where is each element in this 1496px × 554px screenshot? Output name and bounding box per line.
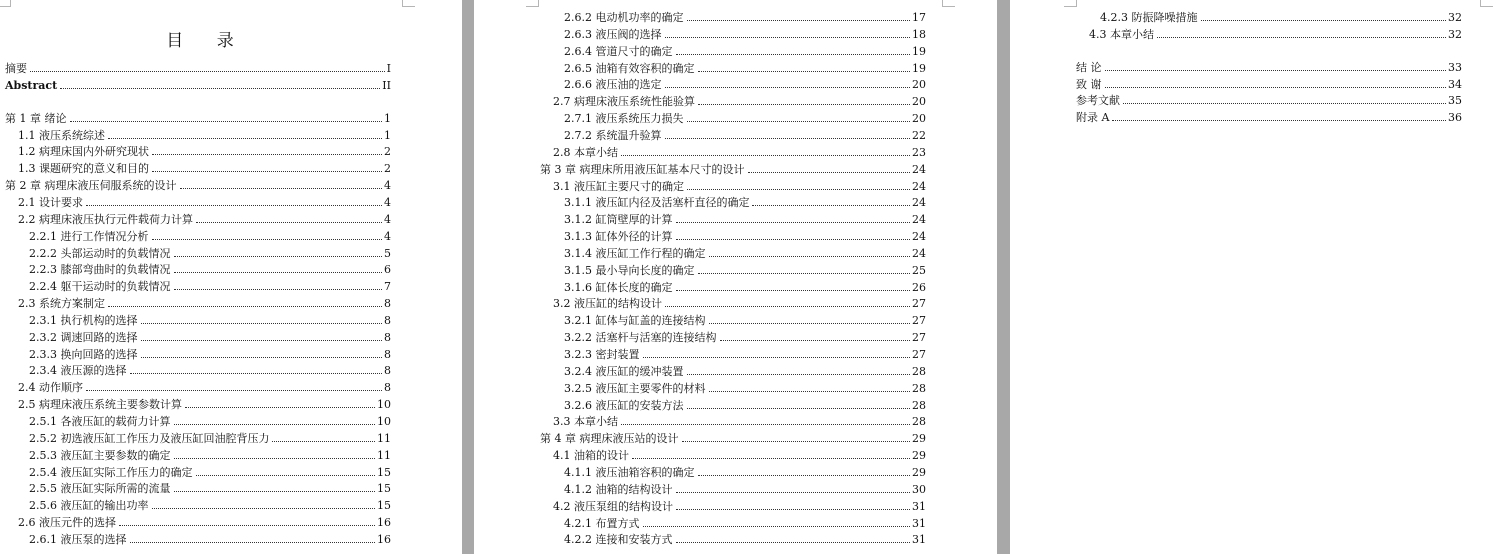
toc-entry-title: 2.5.1 各液压缸的载荷力计算 [29, 415, 171, 428]
toc-entry[interactable] [1076, 75, 1462, 91]
toc-page-number: 15 [377, 499, 391, 513]
toc-entry[interactable] [553, 92, 926, 108]
toc-entry[interactable] [564, 193, 926, 209]
toc-page-number: 19 [912, 44, 926, 58]
toc-dot-leader [676, 54, 911, 55]
toc-page-number: 11 [377, 448, 391, 462]
toc-page-number: 4 [384, 195, 391, 209]
toc-entry[interactable] [29, 530, 391, 546]
toc-page-number: 2 [384, 162, 391, 176]
toc-page-number: 18 [912, 27, 926, 41]
toc-dot-leader [687, 408, 911, 409]
toc-entry[interactable] [29, 412, 391, 428]
toc-title: 目 录 [166, 31, 248, 51]
toc-page-number: 6 [384, 263, 391, 277]
toc-entry-title: 3.1.4 液压缸工作行程的确定 [564, 246, 706, 260]
toc-entry-title: 2.2.2 头部运动时的负载情况 [29, 246, 171, 260]
toc-entry-title: 4.1.2 油箱的结构设计 [564, 482, 673, 496]
toc-page-number: 27 [912, 331, 926, 345]
toc-page-number: 16 [377, 532, 391, 546]
toc-page-number: II [382, 78, 391, 92]
toc-dot-leader [141, 323, 383, 324]
toc-dot-leader [621, 424, 910, 425]
toc-dot-leader [108, 138, 382, 139]
toc-page-number: 24 [912, 246, 926, 260]
toc-entry[interactable] [29, 496, 391, 512]
toc-dot-leader [676, 290, 911, 291]
toc-page-number: 26 [912, 280, 926, 294]
toc-dot-leader [621, 155, 910, 156]
toc-entry[interactable] [18, 159, 391, 175]
toc-page-number: 20 [912, 78, 926, 92]
toc-entry-title: 3.2.1 缸体与缸盖的连接结构 [564, 314, 706, 328]
toc-entry-title: 2.5.6 液压缸的输出功率 [29, 499, 149, 513]
toc-entry[interactable] [553, 497, 926, 513]
toc-dot-leader [152, 154, 382, 155]
toc-page-number: 8 [384, 364, 391, 378]
toc-entry-title: 第 2 章 病理床液压伺服系统的设计 [5, 179, 177, 193]
toc-dot-leader [687, 374, 911, 375]
toc-entry-title: 附录 A [1076, 111, 1110, 125]
toc-page-number: 34 [1448, 77, 1462, 91]
toc-dot-leader [174, 424, 376, 425]
toc-entry-title: 2.6.1 液压泵的选择 [29, 532, 127, 546]
toc-entry-title: 4.1 油箱的设计 [553, 449, 629, 463]
toc-dot-leader [86, 205, 382, 206]
toc-entry[interactable] [18, 294, 391, 310]
toc-entry-title: 2.6.5 油箱有效容积的确定 [564, 61, 695, 75]
toc-page-number: 30 [912, 482, 926, 496]
toc-entry-title: 2.5 病理床液压系统主要参数计算 [18, 398, 182, 412]
toc-dot-leader [174, 458, 376, 459]
toc-dot-leader [676, 542, 911, 543]
page-corner-mark [1480, 0, 1493, 7]
toc-entry[interactable] [564, 345, 926, 361]
toc-dot-leader [60, 88, 380, 89]
toc-entry-title: 4.1.1 液压油箱容积的确定 [564, 465, 695, 479]
toc-dot-leader [152, 239, 383, 240]
toc-entry[interactable] [5, 59, 391, 75]
toc-entry-title: 3.2.3 密封装置 [564, 348, 640, 361]
toc-dot-leader [1157, 37, 1446, 38]
toc-entry-title: 3.2.2 活塞杆与活塞的连接结构 [564, 331, 717, 345]
toc-dot-leader [185, 407, 375, 408]
toc-page-number: I [386, 62, 391, 75]
toc-entry-title: 2.6.3 液压阀的选择 [564, 27, 662, 41]
toc-entry[interactable] [29, 244, 391, 260]
toc-dot-leader [687, 20, 911, 21]
toc-entry-title: 2.3.2 调速回路的选择 [29, 330, 138, 344]
toc-dot-leader [70, 121, 383, 122]
toc-entry[interactable] [540, 160, 926, 176]
toc-entry[interactable] [564, 379, 926, 395]
toc-entry[interactable] [29, 260, 391, 276]
toc-dot-leader [698, 475, 911, 476]
page-corner-mark [402, 0, 415, 7]
toc-entry[interactable] [18, 193, 391, 209]
toc-dot-leader [643, 357, 911, 358]
toc-entry-title: 摘要 [5, 62, 27, 75]
toc-entry[interactable] [564, 261, 926, 277]
toc-page-number: 28 [912, 415, 926, 429]
toc-entry-title: Abstract [5, 78, 58, 92]
toc-entry-title: 2.2.4 躯干运动时的负载情况 [29, 280, 171, 294]
toc-page-number: 7 [384, 280, 391, 294]
toc-entry[interactable] [553, 143, 926, 159]
toc-page-number: 25 [912, 263, 926, 277]
toc-entry-title: 2.6.2 电动机功率的确定 [564, 11, 684, 24]
toc-entry[interactable] [564, 42, 926, 58]
toc-dot-leader [30, 71, 385, 72]
toc-dot-leader [748, 172, 911, 173]
toc-entry[interactable] [18, 126, 391, 142]
toc-entry[interactable] [18, 142, 391, 158]
toc-entry[interactable] [1100, 8, 1462, 24]
toc-dot-leader [152, 171, 382, 172]
toc-entry[interactable] [564, 59, 926, 75]
toc-entry-title: 2.2 病理床液压执行元件载荷力计算 [18, 212, 193, 226]
toc-page-number: 28 [912, 364, 926, 378]
toc-dot-leader [119, 525, 375, 526]
toc-page-number: 29 [912, 432, 926, 446]
toc-dot-leader [698, 104, 910, 105]
toc-page-number: 15 [377, 482, 391, 496]
toc-entry-title: 2.5.2 初选液压缸工作压力及液压缸回油腔背压力 [29, 431, 270, 445]
toc-entry-title: 第 1 章 绪论 [5, 111, 67, 125]
toc-entry-title: 3.2.5 液压缸主要零件的材料 [564, 381, 706, 395]
toc-entry[interactable] [18, 513, 391, 529]
toc-dot-leader [709, 256, 911, 257]
toc-page-number: 16 [377, 516, 391, 530]
toc-page-number: 2 [384, 145, 391, 159]
toc-page-number: 4 [384, 229, 391, 243]
toc-entry-title: 4.2.1 布置方式 [564, 516, 640, 530]
toc-entry-title: 3.1.6 缸体长度的确定 [564, 280, 673, 294]
toc-dot-leader [180, 188, 383, 189]
toc-page-number: 32 [1448, 11, 1462, 24]
toc-entry-title: 2.6 液压元件的选择 [18, 516, 116, 530]
toc-entry[interactable] [564, 25, 926, 41]
toc-dot-leader [720, 340, 911, 341]
toc-page-number: 17 [912, 11, 926, 24]
toc-entry-title: 4.2.2 连接和安装方式 [564, 533, 673, 547]
toc-entry-title: 2.4 动作顺序 [18, 381, 83, 395]
toc-entry[interactable] [564, 244, 926, 260]
toc-entry[interactable] [564, 227, 926, 243]
toc-entry[interactable] [29, 429, 391, 445]
toc-dot-leader [665, 138, 911, 139]
toc-page-number: 8 [384, 297, 391, 311]
toc-entry[interactable] [5, 109, 391, 125]
toc-dot-leader [698, 71, 911, 72]
toc-entry-title: 参考文献 [1076, 94, 1120, 108]
toc-entry[interactable] [1089, 25, 1462, 41]
toc-entry-title: 4.2 液压泵组的结构设计 [553, 499, 673, 513]
toc-dot-leader [632, 458, 910, 459]
toc-entry[interactable] [564, 530, 926, 546]
toc-dot-leader [643, 526, 911, 527]
toc-dot-leader [108, 306, 382, 307]
toc-entry-title: 致 谢 [1076, 77, 1102, 91]
toc-entry-title: 结 论 [1076, 60, 1102, 74]
toc-dot-leader [1105, 87, 1447, 88]
toc-dot-leader [141, 357, 383, 358]
page-corner-mark [526, 0, 539, 7]
toc-dot-leader [752, 205, 910, 206]
toc-page-number: 24 [912, 230, 926, 244]
toc-dot-leader [665, 306, 910, 307]
toc-entry[interactable] [18, 378, 391, 394]
toc-page-number: 4 [384, 212, 391, 226]
toc-dot-leader [174, 289, 383, 290]
toc-entry-title: 2.6.6 液压油的选定 [564, 78, 662, 92]
toc-dot-leader [1112, 120, 1446, 121]
page-gutter-1 [462, 0, 474, 554]
toc-entry[interactable] [18, 395, 391, 411]
toc-entry[interactable] [564, 75, 926, 91]
toc-page-number: 33 [1448, 60, 1462, 74]
toc-entry[interactable] [1076, 58, 1462, 74]
toc-page-number: 10 [377, 398, 391, 412]
toc-page-number: 19 [912, 61, 926, 75]
page-corner-mark [1064, 0, 1077, 7]
toc-entry-title: 2.3.4 液压源的选择 [29, 364, 127, 378]
toc-entry[interactable] [29, 446, 391, 462]
toc-entry-title: 4.2.3 防振降噪措施 [1100, 11, 1198, 24]
toc-entry-title: 1.2 病理床国内外研究现状 [18, 145, 149, 159]
toc-dot-leader [130, 373, 383, 374]
toc-entry[interactable] [29, 479, 391, 495]
toc-entry-title: 2.1 设计要求 [18, 195, 83, 209]
toc-entry-title: 1.3 课题研究的意义和目的 [18, 162, 149, 176]
toc-page-number: 36 [1448, 111, 1462, 125]
toc-entry-title: 2.7 病理床液压系统性能验算 [553, 95, 695, 109]
toc-entry-title: 2.3.1 执行机构的选择 [29, 313, 138, 327]
toc-page-number: 4 [384, 179, 391, 193]
toc-page-number: 27 [912, 314, 926, 328]
toc-entry-title: 3.1.5 最小导向长度的确定 [564, 263, 695, 277]
toc-page-number: 24 [912, 179, 926, 193]
toc-page-number: 35 [1448, 94, 1462, 108]
toc-page-number: 31 [912, 516, 926, 530]
toc-entry-title: 2.6.4 管道尺寸的确定 [564, 44, 673, 58]
toc-entry[interactable] [18, 210, 391, 226]
toc-page-number: 1 [384, 111, 391, 125]
toc-page-number: 8 [384, 330, 391, 344]
toc-entry[interactable] [564, 396, 926, 412]
toc-entry-title: 3.3 本章小结 [553, 415, 618, 429]
toc-entry[interactable] [29, 345, 391, 361]
toc-entry[interactable] [553, 446, 926, 462]
toc-dot-leader [676, 222, 911, 223]
toc-entry[interactable] [564, 210, 926, 226]
toc-dot-leader [174, 491, 376, 492]
toc-page-number: 28 [912, 398, 926, 412]
toc-dot-leader [676, 492, 911, 493]
toc-entry-title: 2.5.3 液压缸主要参数的确定 [29, 448, 171, 462]
toc-entry[interactable] [564, 8, 926, 24]
toc-dot-leader [141, 340, 383, 341]
toc-page-number: 20 [912, 112, 926, 126]
toc-entry-title: 3.2 液压缸的结构设计 [553, 297, 662, 311]
toc-entry[interactable] [564, 278, 926, 294]
toc-entry[interactable] [564, 311, 926, 327]
toc-entry-title: 3.1 液压缸主要尺寸的确定 [553, 179, 684, 193]
toc-page-number: 27 [912, 297, 926, 311]
toc-dot-leader [665, 37, 911, 38]
toc-dot-leader [709, 323, 911, 324]
toc-entry[interactable] [1076, 91, 1462, 107]
toc-page-number: 24 [912, 213, 926, 227]
toc-page-number: 29 [912, 449, 926, 463]
toc-dot-leader [174, 256, 383, 257]
toc-page-number: 8 [384, 347, 391, 361]
toc-dot-leader [1201, 20, 1447, 21]
toc-page-number: 31 [912, 499, 926, 513]
toc-entry[interactable] [564, 362, 926, 378]
toc-dot-leader [682, 441, 911, 442]
toc-entry-title: 3.1.3 缸体外径的计算 [564, 230, 673, 244]
toc-dot-leader [174, 272, 383, 273]
toc-entry-title: 2.5.5 液压缸实际所需的流量 [29, 482, 171, 496]
toc-entry[interactable] [29, 328, 391, 344]
toc-dot-leader [665, 87, 911, 88]
toc-dot-leader [1105, 70, 1447, 71]
toc-entry-title: 2.2.1 进行工作情况分析 [29, 229, 149, 243]
toc-entry[interactable] [1076, 108, 1462, 124]
toc-entry[interactable] [564, 126, 926, 142]
toc-entry[interactable] [29, 311, 391, 327]
toc-dot-leader [676, 239, 911, 240]
toc-page-number: 22 [912, 128, 926, 142]
toc-page-number: 11 [377, 431, 391, 445]
toc-entry[interactable] [5, 176, 391, 192]
toc-dot-leader [152, 508, 376, 509]
toc-dot-leader [272, 441, 375, 442]
toc-entry[interactable] [564, 463, 926, 479]
page-corner-mark [942, 0, 955, 7]
toc-entry-title: 3.2.4 液压缸的缓冲装置 [564, 364, 684, 378]
toc-entry-title: 2.2.3 膝部弯曲时的负载情况 [29, 263, 171, 277]
toc-entry-title: 3.1.1 液压缸内径及活塞杆直径的确定 [564, 196, 750, 210]
toc-entry[interactable] [564, 109, 926, 125]
toc-dot-leader [86, 390, 382, 391]
toc-page-number: 28 [912, 381, 926, 395]
toc-entry[interactable] [564, 328, 926, 344]
toc-page-number: 24 [912, 196, 926, 210]
toc-dot-leader [130, 542, 376, 543]
toc-entry-title: 第 4 章 病理床液压站的设计 [540, 432, 679, 446]
toc-entry[interactable] [29, 463, 391, 479]
toc-dot-leader [676, 509, 910, 510]
toc-dot-leader [709, 391, 911, 392]
toc-page-number: 8 [384, 313, 391, 327]
toc-page-number: 29 [912, 465, 926, 479]
document-page-1[interactable] [0, 0, 462, 554]
toc-page-number: 32 [1448, 27, 1462, 41]
toc-entry-title: 2.8 本章小结 [553, 145, 618, 159]
toc-page-number: 10 [377, 415, 391, 428]
toc-dot-leader [196, 475, 376, 476]
toc-entry-title: 2.7.1 液压系统压力损失 [564, 112, 684, 126]
toc-entry-title: 2.7.2 系统温升验算 [564, 128, 662, 142]
toc-entry-title: 2.5.4 液压缸实际工作压力的确定 [29, 465, 193, 479]
toc-entry[interactable] [29, 227, 391, 243]
toc-page-number: 23 [912, 145, 926, 159]
toc-dot-leader [196, 222, 382, 223]
toc-entry-title: 2.3 系统方案制定 [18, 297, 105, 311]
toc-page-number: 31 [912, 533, 926, 547]
toc-entry[interactable] [553, 412, 926, 428]
document-page-3[interactable] [1010, 0, 1496, 554]
toc-entry[interactable] [5, 76, 391, 92]
toc-entry-title: 4.3 本章小结 [1089, 27, 1154, 41]
toc-page-number: 1 [384, 128, 391, 142]
toc-entry[interactable] [564, 514, 926, 530]
toc-page-number: 15 [377, 465, 391, 479]
toc-dot-leader [698, 273, 911, 274]
toc-entry[interactable] [29, 361, 391, 377]
toc-entry-title: 第 3 章 病理床所用液压缸基本尺寸的设计 [540, 162, 745, 176]
toc-entry-title: 3.2.6 液压缸的安装方法 [564, 398, 684, 412]
toc-dot-leader [687, 189, 910, 190]
toc-dot-leader [687, 121, 911, 122]
toc-entry[interactable] [564, 480, 926, 496]
toc-dot-leader [1123, 103, 1446, 104]
toc-page-number: 8 [384, 381, 391, 395]
toc-page-number: 5 [384, 246, 391, 260]
toc-entry[interactable] [540, 429, 926, 445]
toc-entry[interactable] [29, 277, 391, 293]
toc-page-number: 24 [912, 162, 926, 176]
toc-entry[interactable] [553, 294, 926, 310]
toc-page-number: 20 [912, 95, 926, 109]
document-page-2[interactable] [474, 0, 997, 554]
toc-entry-title: 3.1.2 缸筒壁厚的计算 [564, 213, 673, 227]
page-corner-mark [0, 0, 11, 7]
toc-page-number: 27 [912, 348, 926, 361]
toc-entry-title: 1.1 液压系统综述 [18, 128, 105, 142]
toc-entry-title: 2.3.3 换向回路的选择 [29, 347, 138, 361]
toc-entry[interactable] [553, 177, 926, 193]
page-gutter-2 [997, 0, 1010, 554]
